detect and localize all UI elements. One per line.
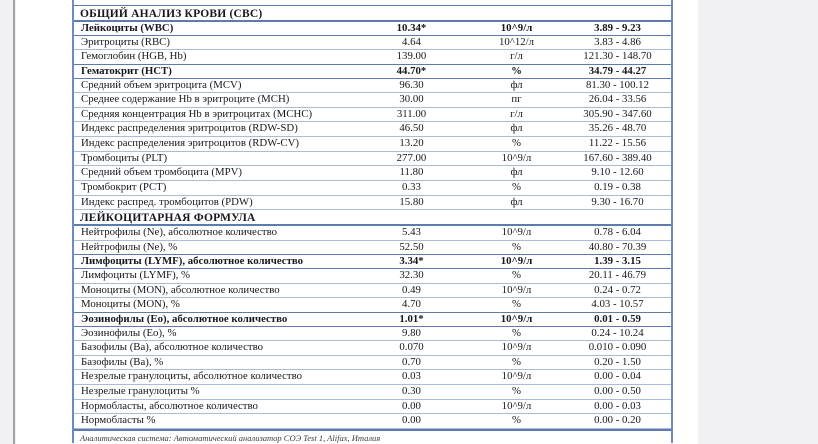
table-row [74,21,671,36]
reference-range-cell: 1.39 - 3.15 [594,255,641,268]
reference-range-cell: 40.80 - 70.39 [588,240,647,253]
reference-range-cell: 20.11 - 46.79 [588,269,647,281]
unit-cell: % [512,326,521,339]
section-title: ЛЕЙКОЦИТАРНАЯ ФОРМУЛА [80,212,256,225]
reference-range-cell: 0.20 - 1.50 [594,355,641,368]
result-value-cell: 52.50 [399,240,424,253]
result-value-cell: 0.70 [402,355,421,368]
result-value-cell: 44.70* [396,64,427,77]
unit-cell: % [512,240,521,253]
result-value-cell: 0.00 [402,414,421,427]
unit-cell: 10^9/л [501,370,532,383]
unit-cell: % [512,137,521,149]
table-row [74,122,671,137]
table-row [74,226,671,241]
unit-cell: фл [510,166,523,179]
result-value-cell: 0.03 [402,370,421,383]
test-name-cell: Эритроциты (RBC) [81,35,170,48]
reference-range-cell: 167.60 - 389.40 [583,151,652,164]
reference-range-cell: 81.30 - 100.12 [586,78,649,91]
test-name-cell: Лимфоциты (LYMF), % [81,269,191,281]
result-value-cell: 46.50 [399,122,424,135]
reference-range-cell: 0.00 - 0.03 [594,399,641,412]
reference-range-cell: 3.89 - 9.23 [594,22,641,34]
test-name-cell: Нормобласты % [81,414,156,427]
table-row [74,370,671,385]
table-row [74,79,671,94]
test-name-cell: Базофилы (Ва), % [81,355,164,368]
reference-range-cell: 35.26 - 48.70 [588,122,647,135]
test-name-cell: Лимфоциты (LYMF), абсолютное количество [81,255,304,268]
result-value-cell: 311.00 [396,107,427,120]
test-name-cell: Гемоглобин (HGB, Hb) [81,50,187,63]
result-value-cell: 5.43 [402,226,421,239]
table-row [74,241,671,256]
result-value-cell: 15.80 [399,195,424,208]
unit-cell: 10^9/л [501,283,532,296]
table-row [74,341,671,356]
section-title: ОБЩИЙ АНАЛИЗ КРОВИ (СВС) [80,8,263,20]
table-row [74,108,671,123]
test-name-cell: Гематокрит (HCT) [81,64,172,77]
reference-range-cell: 0.24 - 10.24 [591,326,644,339]
table-row [74,254,671,269]
test-name-cell: Индекс распред. тромбоцитов (PDW) [81,195,253,208]
unit-cell: 10^9/л [501,151,532,164]
unit-cell: фл [510,122,523,135]
reference-range-cell: 0.01 - 0.59 [594,312,641,325]
unit-cell: % [512,355,521,368]
result-value-cell: 9.80 [402,326,421,339]
table-row [74,269,671,284]
table-row [74,298,671,313]
unit-cell: фл [510,195,523,208]
test-name-cell: Средний объем эритроцита (MCV) [81,78,242,91]
reference-range-cell: 0.00 - 0.50 [594,385,641,397]
table-row [74,385,671,400]
table-row [74,181,671,196]
table-row [74,400,671,415]
reference-range-cell: 121.30 - 148.70 [583,50,652,63]
result-value-cell: 11.80 [399,166,424,179]
result-value-cell: 0.33 [402,180,421,193]
result-value-cell: 1.01* [399,312,424,325]
section-header-row [74,6,671,22]
report-page [16,0,698,444]
unit-cell: % [512,269,521,281]
table-row [74,284,671,299]
test-name-cell: Нейтрофилы (Ne), % [81,240,178,253]
test-name-cell: Моноциты (MON), абсолютное количество [81,283,280,296]
reference-range-cell: 11.22 - 15.56 [588,137,647,149]
table-row [74,356,671,371]
test-name-cell: Эозинофилы (Ео), абсолютное количество [81,312,288,325]
table-row [74,93,671,108]
unit-cell: 10^9/л [501,341,532,354]
reference-range-cell: 0.19 - 0.38 [594,180,641,193]
test-name-cell: Средняя концентрация Hb в эритроцитах (MCHC) [81,107,313,120]
reference-range-cell: 3.83 - 4.86 [594,35,641,48]
page-edge-divider [13,0,15,444]
right-background [698,0,818,444]
table-row [74,414,671,429]
unit-cell: 10^9/л [501,399,532,412]
reference-range-cell: 34.79 - 44.27 [588,64,647,77]
results-table-body [74,6,671,429]
result-value-cell: 3.34* [399,255,424,268]
test-name-cell: Нормобласты, абсолютное количество [81,399,258,412]
unit-cell: 10^9/л [501,226,532,239]
test-name-cell: Среднее содержание Hb в эритроците (MCH) [81,93,290,106]
result-value-cell: 13.20 [399,137,424,149]
test-name-cell: Тромбоциты (PLT) [81,151,168,164]
reference-range-cell: 0.78 - 6.04 [594,226,641,239]
result-value-cell: 32.30 [399,269,424,281]
section-header-row [74,210,671,226]
reference-range-cell: 0.00 - 0.20 [594,414,641,427]
table-row [74,152,671,167]
table-row [74,312,671,327]
unit-cell: г/л [510,50,523,63]
result-value-cell: 4.70 [402,298,421,311]
test-name-cell: Средний объем тромбоцита (MPV) [81,166,242,179]
test-name-cell: Базофилы (Ва), абсолютное количество [81,341,263,354]
test-name-cell: Моноциты (MON), % [81,298,180,311]
unit-cell: пг [511,93,522,106]
result-value-cell: 96.30 [399,78,424,91]
table-row [74,64,671,79]
test-name-cell: Индекс распределения эритроцитов (RDW-SD) [81,122,298,135]
result-value-cell: 277.00 [396,151,427,164]
table-row [74,196,671,211]
unit-cell: % [511,64,522,77]
result-value-cell: 0.00 [402,399,421,412]
reference-range-cell: 4.03 - 10.57 [591,298,644,311]
reference-range-cell: 305.90 - 347.60 [583,107,652,120]
unit-cell: г/л [510,107,523,120]
result-value-cell: 0.49 [402,283,421,296]
reference-range-cell: 26.04 - 33.56 [588,93,647,106]
table-row [74,50,671,65]
unit-cell: % [512,180,521,193]
table-row [74,327,671,342]
test-name-cell: Нейтрофилы (Ne), абсолютное количество [81,226,278,239]
table-row [74,137,671,152]
result-value-cell: 4.64 [402,35,421,48]
unit-cell: 10^12/л [498,35,535,48]
test-name-cell: Тромбокрит (PCT) [81,180,167,193]
result-value-cell: 30.00 [399,93,424,106]
reference-range-cell: 0.24 - 0.72 [594,283,641,296]
reference-range-cell: 9.30 - 16.70 [591,195,644,208]
unit-cell: 10^9/л [500,312,533,325]
test-name-cell: Эозинофилы (Ео), % [81,326,177,339]
analyzer-footnote: Аналитическая система: Автоматический анализатор СОЭ Test 1, Alifax, Италия [74,429,671,443]
unit-cell: % [512,385,521,397]
test-name-cell: Индекс распределения эритроцитов (RDW-CV) [81,137,299,149]
result-value-cell: 139.00 [396,50,427,63]
result-value-cell: 10.34* [396,22,427,34]
unit-cell: 10^9/л [500,255,533,268]
table-row [74,36,671,51]
unit-cell: % [512,298,521,311]
result-value-cell: 0.070 [399,341,424,354]
result-value-cell: 0.30 [402,385,421,397]
unit-cell: 10^9/л [500,22,533,34]
reference-range-cell: 9.10 - 12.60 [591,166,644,179]
unit-cell: фл [510,78,523,91]
test-name-cell: Незрелые гранулоциты, абсолютное количество [81,370,303,383]
reference-range-cell: 0.010 - 0.090 [588,341,647,354]
cbc-results-table [72,0,673,443]
test-name-cell: Лейкоциты (WBC) [81,22,174,34]
reference-range-cell: 0.00 - 0.04 [594,370,641,383]
table-row [74,166,671,181]
test-name-cell: Незрелые гранулоциты % [81,385,200,397]
unit-cell: % [512,414,521,427]
